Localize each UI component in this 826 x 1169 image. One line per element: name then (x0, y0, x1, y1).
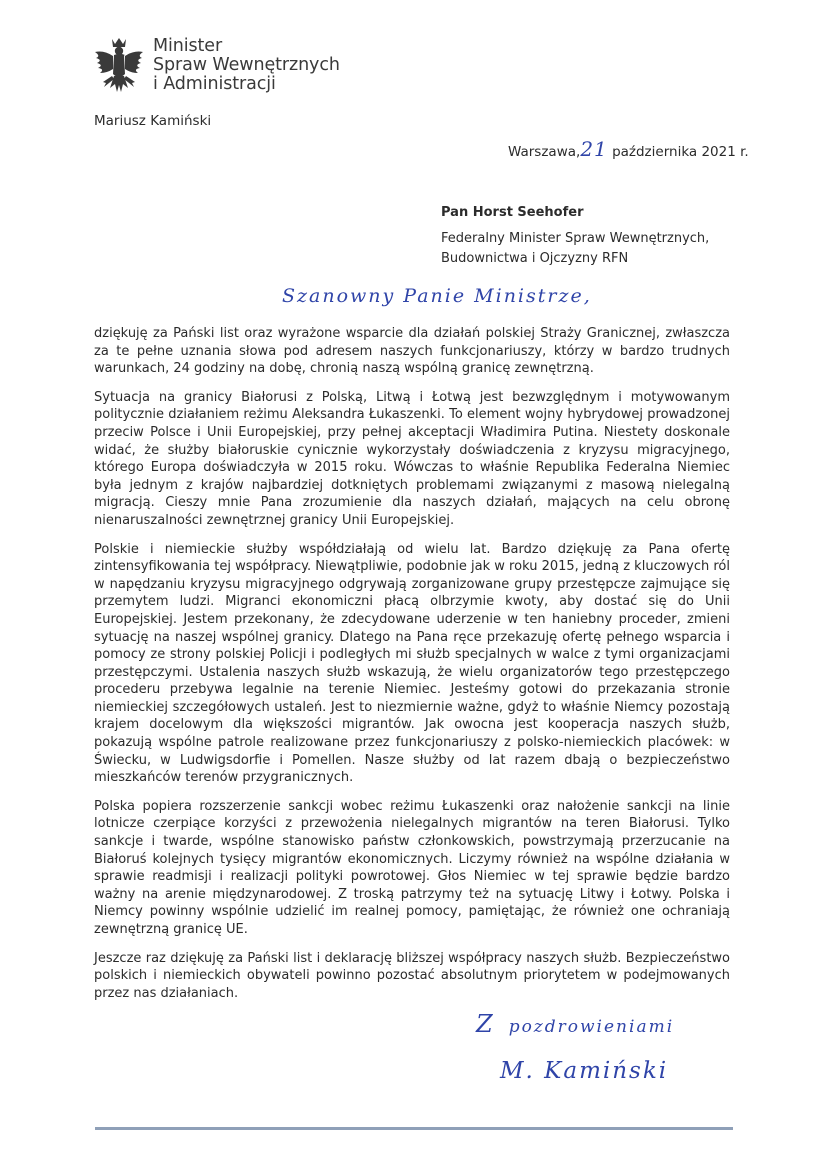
sender-name: Mariusz Kamiński (94, 113, 212, 129)
letterhead-line-ministry: Spraw Wewnętrznych (153, 55, 340, 75)
letterhead-line-administration: i Administracji (153, 74, 276, 94)
date-day-handwritten: 21 (580, 137, 608, 161)
date-city: Warszawa, (508, 144, 581, 160)
footer-divider (95, 1127, 733, 1130)
recipient-title-line1: Federalny Minister Spraw Wewnętrznych, (441, 231, 710, 246)
closing-first-letter: Z (476, 1010, 495, 1038)
letter-body (94, 325, 730, 1013)
letterhead-line-minister: Minister (153, 36, 223, 56)
body-paragraph: Jeszcze raz dziękuję za Pański list i deklarację bliższej współpracy naszych służb. Bezpieczeństwo polskich i niemieckich obywateli powinno pozostać absolutnym priorytetem w podejmowanych przez nas działaniach. (94, 950, 730, 1001)
recipient-name: Pan Horst Seehofer (441, 205, 584, 220)
signature-handwritten: M. Kamiński (500, 1058, 669, 1084)
eagle-emblem-icon (92, 36, 146, 98)
body-paragraph: Polska popiera rozszerzenie sankcji wobec reżimu Łukaszenki oraz nałożenie sankcji na linie lotnicze czerpiące korzyści z przewożenia nielegalnych migrantów na teren Białorusi. Tylko sankcje i twarde, wspólne stanowisko państw członkowskich, powstrzymają przerzucanie na Białoruś kolejnych tysięcy migrantów ekonomicznych. Liczymy również na wspólne działania w sprawie readmisji i realizacji polityki powrotowej. Głos Niemiec w tej sprawie będzie bardzo ważny na arenie międzynarodowej. Z troską patrzymy też na sytuację Litwy i Łotwy. Polska i Niemcy powinny wspólnie udzielić im realnej pomocy, pamiętając, że również one ochraniają zewnętrzną granicę UE. (94, 798, 730, 937)
recipient-block (441, 203, 709, 269)
body-paragraph: Sytuacja na granicy Białorusi z Polską, Litwą i Łotwą jest bezwzględnym i motywowanym politycznie działaniem reżimu Aleksandra Łukaszenki. To element wojny hybrydowej prowadzonej przeciw Polsce i Unii Europejskiej, przy pełnej akceptacji Władimira Putina. Niestety doskonale widać, że służby białoruskie cynicznie wykorzystały doświadczenia z kryzysu migracyjnego, którego Europa doświadczyła w 2015 roku. Wówczas to właśnie Republika Federalna Niemiec była jednym z krajów najbardziej dotkniętych problemami związanymi z masową nielegalną migracją. Cieszy mnie Pana zrozumienie dla naszych działań, mających na celu obronę nienaruszalności zewnętrznej granicy Unii Europejskiej. (94, 389, 730, 528)
date-line (508, 137, 749, 161)
body-paragraph: Polskie i niemieckie służby współdziałają od wielu lat. Bardzo dziękuję za Pana ofertę zintensyfikowania tej współpracy. Niewątpliwie, podobnie jak w roku 2015, jedną z kluczowych ról w napędzaniu kryzysu migracyjnego odgrywają zorganizowane grupy przestępcze zajmujące się przemytem ludzi. Migranci ekonomiczni płacą olbrzymie kwoty, aby dostać się do Unii Europejskiej. Jestem przekonany, że zdecydowane uderzenie w ten haniebny proceder, zmieni sytuację na naszej wspólnej granicy. Dlatego na Pana ręce przekazuję ofertę pełnego wsparcia i pomocy ze strony polskiej Policji i podległych mi służb specjalnych w walce z tymi organizacjami przestępczymi. Ustalenia naszych służb wskazują, że wielu organizatorów tego przestępczego procederu przebywa legalnie na terenie Niemiec. Jesteśmy gotowi do przekazania stronie niemieckiej szczegółowych ustaleń. Jest to niezmiernie ważne, gdyż to właśnie Niemcy pozostają krajem docelowym dla większości migrantów. Jak owocna jest kooperacja naszych służb, pokazują wspólne patrole realizowane przez funkcjonariuszy z polsko-niemieckich placówek: w Świecku, w Ludwigsdorfie i Pomellen. Nasze służby od lat razem dbają o bezpieczeństwo mieszkańców terenów przygranicznych. (94, 541, 730, 786)
closing-text: pozdrowieniami (508, 1017, 675, 1037)
salutation-handwritten: Szanowny Panie Ministrze, (282, 285, 592, 307)
recipient-title-line2: Budownictwa i Ojczyzny RFN (441, 251, 629, 266)
date-month-year: października 2021 r. (612, 144, 749, 160)
body-paragraph: dziękuję za Pański list oraz wyrażone wsparcie dla działań polskiej Straży Granicznej, zwłaszcza za te pełne uznania słowa pod adresem naszych funkcjonariuszy, którzy w bardzo trudnych warunkach, 24 godziny na dobę, chronią naszą wspólną granicę zewnętrzną. (94, 326, 730, 377)
closing-handwritten (476, 1010, 674, 1038)
